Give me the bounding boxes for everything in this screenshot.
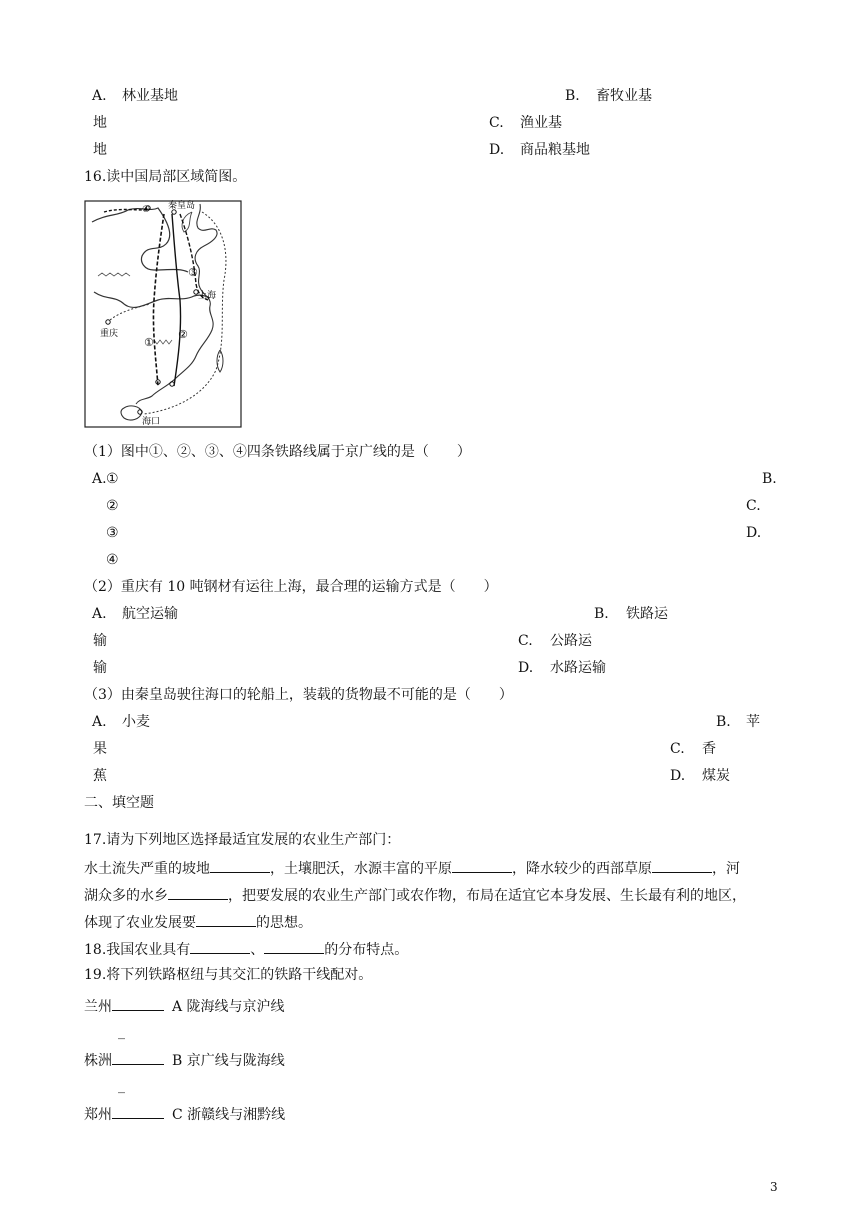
q16-sub3-a-label: A. <box>92 714 107 730</box>
q16-sub2-a-label: A. <box>92 606 107 622</box>
q19-city-lanzhou: 兰州 <box>84 999 112 1015</box>
q17-blank-5[interactable] <box>196 912 256 927</box>
q17-text-layout: ，把要发展的农业生产部门或农作物，布局在适宜它本身发展、生长最有利的地区， <box>228 888 746 904</box>
china-region-map <box>84 200 242 428</box>
q15-option-d-text: 商品粮基地 <box>520 142 590 158</box>
q16-sub1-d-text: ④ <box>106 552 119 568</box>
q19-stem: 19.将下列铁路枢纽与其交汇的铁路干线配对。 <box>84 967 373 983</box>
q16-sub3-stem: （3）由秦皇岛驶往海口的轮船上，装载的货物最不可能的是（ ） <box>84 687 513 703</box>
q18-blank-2[interactable] <box>264 939 324 954</box>
q16-sub3-d-label: D. <box>670 768 686 784</box>
q16-sub2-a-text: 航空运输 <box>122 606 178 622</box>
q15-option-b-label: B. <box>565 88 580 104</box>
q16-sub3-c-text: 香 <box>702 741 716 757</box>
section-title-fill-blank: 二、填空题 <box>84 795 154 811</box>
q19-blank-1[interactable] <box>112 996 164 1011</box>
q16-sub3-c-wrap: 蕉 <box>93 768 107 784</box>
q16-sub1-b-text: ② <box>106 498 119 514</box>
q15-option-c-wrap: 地 <box>93 142 107 158</box>
q17-blank-2[interactable] <box>452 858 512 873</box>
q17-text-reflect: 体现了农业发展要 <box>84 915 196 931</box>
q19-city-zhengzhou: 郑州 <box>84 1107 112 1123</box>
q16-sub3-a-text: 小麦 <box>122 714 150 730</box>
label-shanghai: 上海 <box>198 291 217 301</box>
q19-option-a: A 陇海线与京沪线 <box>172 999 285 1015</box>
page-number: 3 <box>770 1180 778 1194</box>
q18-blank-1[interactable] <box>190 939 250 954</box>
q19-row-1 <box>84 996 285 1016</box>
q16-sub2-d-text: 水路运输 <box>550 660 606 676</box>
q19-dash-1: _ <box>118 1024 125 1040</box>
q17-blank-4[interactable] <box>168 885 228 900</box>
q15-option-c-label: C. <box>489 115 504 131</box>
q19-blank-3[interactable] <box>112 1104 164 1119</box>
label-haikou: 海口 <box>142 417 161 427</box>
q15-option-a-label: A. <box>92 88 107 104</box>
q16-sub2-c-label: C. <box>518 633 533 649</box>
q17-text-river: ，河 <box>712 861 740 877</box>
q16-sub2-c-text: 公路运 <box>550 633 592 649</box>
q18-line <box>84 939 408 959</box>
q17-text-water-town: 湖众多的水乡 <box>84 888 168 904</box>
q16-sub1-a-text: ① <box>106 471 119 487</box>
map-border <box>85 201 241 427</box>
q18-sep: 、 <box>250 942 265 958</box>
q17-blank-1[interactable] <box>210 858 270 873</box>
q19-row-3 <box>84 1104 285 1124</box>
q16-sub2-b-text: 铁路运 <box>626 606 668 622</box>
q17-line-1 <box>84 858 740 878</box>
q18-text-b: 的分布特点。 <box>324 942 409 958</box>
q15-option-b-text: 畜牧业基 <box>596 88 652 104</box>
q16-sub2-b-wrap: 输 <box>93 633 107 649</box>
q15-option-a-text: 林业基地 <box>122 88 178 104</box>
q19-city-zhuzhou: 株洲 <box>84 1053 112 1069</box>
q16-sub2-c-wrap: 输 <box>93 660 107 676</box>
q17-text-grassland: ，降水较少的西部草原 <box>512 861 652 877</box>
q19-blank-2[interactable] <box>112 1050 164 1065</box>
q16-sub1-b-label: B. <box>762 471 777 487</box>
label-mark-4: ④ <box>142 205 151 215</box>
q19-dash-2: _ <box>118 1078 125 1094</box>
q17-text-plain: ，土壤肥沃，水源丰富的平原 <box>270 861 452 877</box>
q19-option-c: C 浙赣线与湘黔线 <box>172 1107 286 1123</box>
q15-option-c-text: 渔业基 <box>520 115 562 131</box>
q16-sub3-d-text: 煤炭 <box>702 768 730 784</box>
q18-text-a: 18.我国农业具有 <box>84 942 191 958</box>
q17-text-idea: 的思想。 <box>256 915 312 931</box>
q16-sub3-b-wrap: 果 <box>93 741 107 757</box>
q16-sub2-d-label: D. <box>518 660 534 676</box>
q19-option-b: B 京广线与陇海线 <box>172 1053 285 1069</box>
q16-sub3-b-label: B. <box>716 714 731 730</box>
label-qinhuangdao: 秦皇岛 <box>168 201 196 211</box>
label-mark-1: ① <box>144 336 154 349</box>
q16-sub2-stem: （2）重庆有 10 吨钢材有运往上海，最合理的运输方式是（ ） <box>84 579 498 595</box>
q16-sub3-c-label: C. <box>670 741 685 757</box>
q15-option-d-label: D. <box>489 142 505 158</box>
q16-sub1-stem: （1）图中①、②、③、④四条铁路线属于京广线的是（ ） <box>84 444 471 460</box>
label-mark-3: ③ <box>188 266 198 279</box>
q15-option-b-wrap: 地 <box>93 115 107 131</box>
q17-text-slope: 水土流失严重的坡地 <box>84 861 210 877</box>
label-chongqing: 重庆 <box>100 329 119 339</box>
q16-sub1-a-label: A. <box>92 471 107 487</box>
q17-stem: 17.请为下列地区选择最适宜发展的农业生产部门： <box>84 832 401 848</box>
label-mark-2: ② <box>178 328 188 341</box>
q17-line-2 <box>84 885 746 905</box>
q16-sub3-b-text: 苹 <box>746 714 760 730</box>
q19-row-2 <box>84 1050 285 1070</box>
q16-sub1-c-text: ③ <box>106 525 119 541</box>
q17-blank-3[interactable] <box>652 858 712 873</box>
q17-line-3 <box>84 912 312 932</box>
q16-stem: 16.读中国局部区域简图。 <box>84 169 247 185</box>
q16-sub1-d-label: D. <box>746 525 762 541</box>
q16-sub1-c-label: C. <box>746 498 761 514</box>
q16-sub2-b-label: B. <box>594 606 609 622</box>
